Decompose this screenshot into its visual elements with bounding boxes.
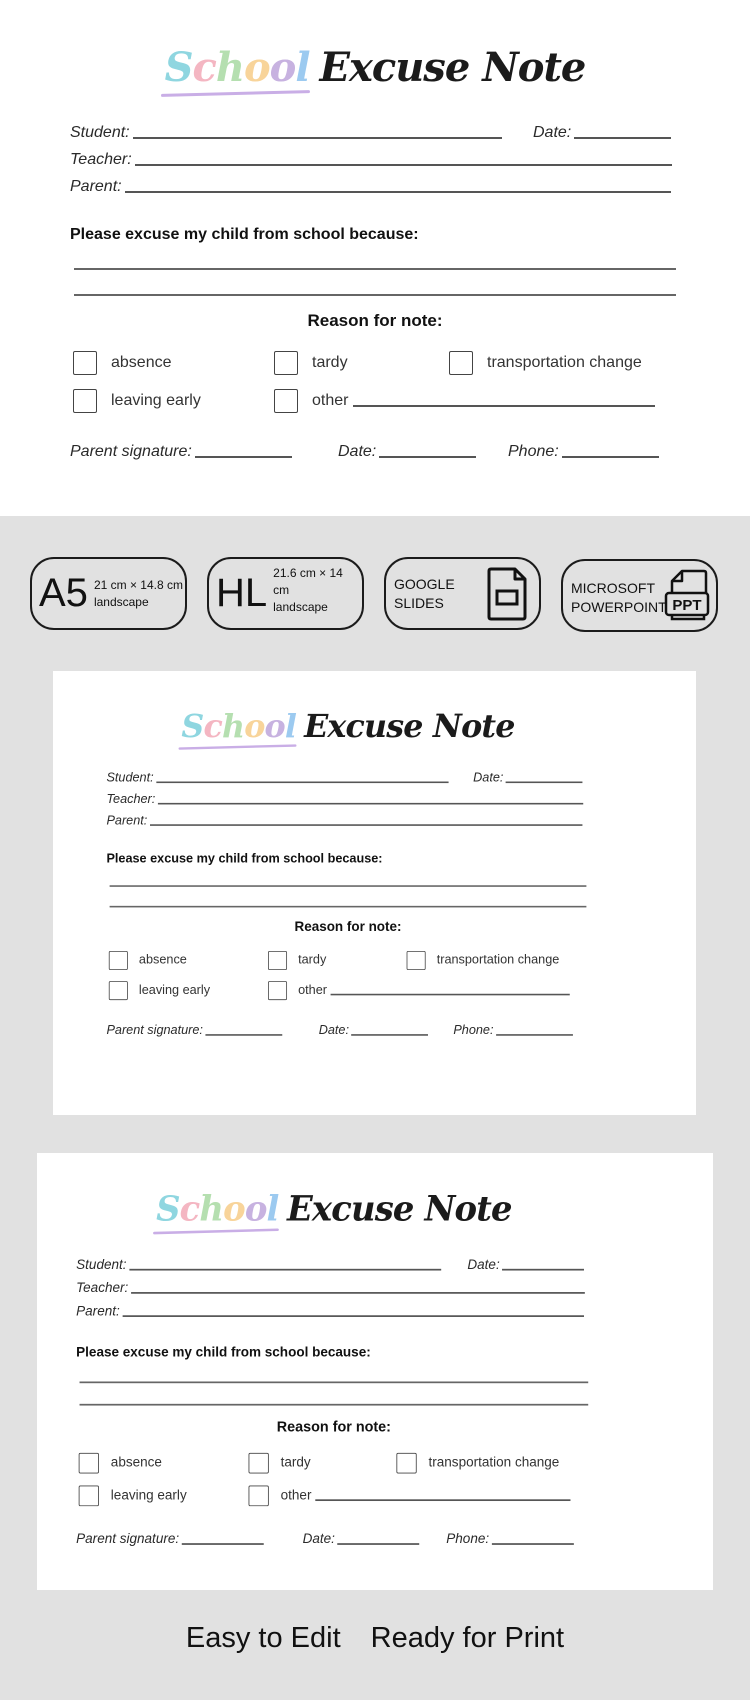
excuse-prompt: Please excuse my child from school because: (106, 851, 383, 866)
parent-line[interactable] (125, 191, 671, 193)
checkbox-box[interactable] (407, 951, 426, 970)
date-label: Date: (473, 771, 504, 785)
teacher-label: Teacher: (76, 1280, 129, 1296)
badge-dim-text: 21.6 cm × 14 cm (273, 566, 343, 597)
badge-size-code: A5 (39, 571, 88, 615)
signature-date-label: Date: (302, 1531, 335, 1547)
other-line[interactable] (331, 993, 570, 995)
checkbox-other[interactable] (268, 981, 570, 1000)
title-letter: c (179, 1188, 200, 1230)
title-letter: S (164, 44, 193, 91)
checkbox-absence[interactable] (109, 951, 187, 970)
excuse-prompt: Please excuse my child from school because: (76, 1345, 371, 1360)
checkbox-box[interactable] (268, 951, 287, 970)
teacher-field[interactable] (76, 1281, 584, 1296)
phone-line[interactable] (496, 1034, 573, 1036)
checkbox-tardy[interactable] (249, 1453, 311, 1474)
svg-text:PPT: PPT (672, 597, 702, 614)
signature-line[interactable] (182, 1543, 264, 1545)
reason-heading: Reason for note: (276, 1418, 391, 1435)
reason-line-1[interactable] (74, 268, 676, 270)
checkbox-label: absence (111, 354, 172, 371)
teacher-label: Teacher: (106, 792, 156, 807)
teacher-line[interactable] (131, 1292, 585, 1294)
other-line[interactable] (353, 405, 655, 407)
checkbox-label: leaving early (110, 1488, 187, 1503)
checkbox-label: other (280, 1488, 312, 1503)
reason-line-2[interactable] (110, 906, 587, 908)
parent-field[interactable] (76, 1304, 584, 1319)
title-letter: l (266, 1188, 279, 1230)
title-letter: o (243, 44, 270, 91)
checkbox-transportation-change[interactable] (449, 351, 642, 375)
checkbox-label: other (312, 392, 349, 409)
date-label: Date: (533, 124, 572, 141)
checkbox-box[interactable] (249, 1486, 269, 1507)
checkbox-label: tardy (312, 354, 348, 371)
note-card-hl (37, 1153, 713, 1590)
title-letter: c (203, 707, 222, 746)
badge-dim-text: 21 cm × 14.8 cm (93, 577, 183, 592)
title-excuse-note: Excuse Note (287, 1188, 512, 1230)
parent-field[interactable] (70, 178, 671, 196)
badge-microsoft-powerpoint (561, 559, 718, 632)
parent-label: Parent: (106, 813, 148, 828)
excuse-note (37, 1153, 651, 1590)
signature-date-label: Date: (318, 1023, 349, 1038)
date-line[interactable] (574, 137, 671, 139)
date-field[interactable] (533, 124, 671, 142)
badge-size-code: HL (216, 571, 268, 615)
checkbox-leaving-early[interactable] (79, 1486, 187, 1507)
title-letter: c (192, 44, 216, 91)
note-card-top (0, 0, 750, 516)
checkbox-box[interactable] (109, 981, 128, 1000)
student-line[interactable] (129, 1269, 441, 1271)
title-school (181, 708, 296, 745)
badge-app-name (571, 579, 667, 617)
title-letter: o (264, 707, 285, 746)
checkbox-box[interactable] (274, 389, 298, 413)
teacher-line[interactable] (135, 164, 672, 166)
title-letter: S (181, 707, 204, 746)
checkbox-label: leaving early (111, 392, 201, 409)
date-field[interactable] (473, 771, 582, 785)
title-excuse-note: Excuse Note (319, 44, 586, 91)
phone-field[interactable] (446, 1532, 573, 1547)
parent-signature-field[interactable] (76, 1532, 263, 1547)
badge-line2: SLIDES (394, 594, 444, 611)
reason-line-1[interactable] (110, 885, 587, 887)
badge-google-slides (384, 557, 541, 630)
excuse-note (0, 0, 750, 516)
checkbox-other[interactable] (249, 1486, 571, 1507)
badge-orientation: landscape (93, 594, 149, 609)
student-field[interactable] (70, 124, 502, 142)
checkbox-box[interactable] (449, 351, 473, 375)
title-letter: h (221, 707, 245, 746)
title-letter: o (244, 1188, 267, 1230)
signature-date-field[interactable] (338, 443, 476, 461)
badge-dimensions (94, 577, 183, 611)
title-letter: h (199, 1188, 224, 1230)
other-line[interactable] (316, 1499, 571, 1501)
checkbox-box[interactable] (79, 1453, 99, 1474)
badge-dimensions (273, 565, 362, 616)
phone-label: Phone: (508, 443, 559, 460)
signature-date-line[interactable] (337, 1543, 419, 1545)
title-letter: l (295, 44, 310, 91)
title-letter: o (269, 44, 296, 91)
note-title (53, 708, 645, 745)
teacher-field[interactable] (70, 151, 672, 169)
phone-label: Phone: (446, 1531, 490, 1547)
checkbox-transportation-change[interactable] (396, 1453, 559, 1474)
signature-date-line[interactable] (379, 456, 476, 458)
checkbox-label: tardy (298, 953, 327, 967)
note-card-a5 (53, 671, 696, 1115)
title-letter: h (215, 44, 244, 91)
badge-line1: MICROSOFT (571, 579, 655, 596)
reason-line-2[interactable] (80, 1404, 589, 1406)
student-label: Student: (70, 124, 130, 141)
checkbox-box[interactable] (73, 389, 97, 413)
date-line[interactable] (502, 1269, 584, 1271)
signature-label: Parent signature: (70, 443, 192, 460)
checkbox-transportation-change[interactable] (407, 951, 560, 970)
student-field[interactable] (76, 1258, 441, 1273)
parent-label: Parent: (76, 1304, 120, 1319)
signature-label: Parent signature: (76, 1531, 180, 1547)
title-excuse-note: Excuse Note (304, 707, 515, 746)
badge-app-name (394, 575, 455, 613)
signature-label: Parent signature: (106, 1023, 203, 1038)
excuse-note (53, 673, 645, 1082)
phone-field[interactable] (453, 1024, 572, 1038)
student-field[interactable] (106, 771, 448, 785)
checkbox-box[interactable] (274, 351, 298, 375)
title-letter: S (156, 1188, 180, 1230)
checkbox-other[interactable] (274, 389, 655, 413)
date-label: Date: (467, 1257, 500, 1273)
checkbox-label: absence (138, 953, 187, 967)
reason-heading: Reason for note: (294, 919, 402, 935)
badge-a5 (30, 557, 187, 630)
phone-field[interactable] (508, 443, 659, 461)
note-title (0, 44, 750, 91)
checkbox-label: transportation change (487, 354, 642, 371)
checkbox-box[interactable] (396, 1453, 416, 1474)
title-letter: o (244, 707, 265, 746)
excuse-prompt: Please excuse my child from school because: (70, 226, 419, 243)
parent-field[interactable] (106, 814, 582, 828)
checkbox-box[interactable] (73, 351, 97, 375)
badge-orientation: landscape (273, 600, 328, 614)
phone-line[interactable] (562, 456, 659, 458)
easy-to-edit-label: Easy to Edit (185, 1622, 341, 1654)
badge-hl (207, 557, 364, 630)
badge-line2: POWERPOINT (571, 598, 667, 615)
checkbox-box[interactable] (249, 1453, 269, 1474)
signature-date-field[interactable] (319, 1024, 428, 1038)
parent-signature-field[interactable] (106, 1024, 282, 1038)
reason-line-1[interactable] (80, 1381, 589, 1383)
title-school (156, 1189, 278, 1229)
parent-signature-field[interactable] (70, 443, 292, 461)
feature-footer (0, 1622, 750, 1655)
checkbox-tardy[interactable] (268, 951, 326, 970)
checkbox-label: leaving early (138, 983, 211, 997)
parent-line[interactable] (150, 824, 582, 826)
ppt-file-icon (664, 569, 710, 623)
phone-label: Phone: (453, 1023, 494, 1038)
signature-date-field[interactable] (303, 1532, 420, 1547)
student-label: Student: (106, 771, 154, 785)
reason-heading: Reason for note: (307, 311, 443, 330)
checkbox-label: other (298, 983, 327, 997)
signature-line[interactable] (195, 456, 292, 458)
badge-line1: GOOGLE (394, 575, 455, 592)
checkbox-box[interactable] (109, 951, 128, 970)
parent-line[interactable] (122, 1315, 583, 1317)
reason-line-2[interactable] (74, 294, 676, 296)
checkbox-box[interactable] (79, 1486, 99, 1507)
checkbox-label: transportation change (428, 1455, 560, 1471)
teacher-field[interactable] (106, 793, 583, 807)
google-slides-icon (487, 567, 527, 621)
teacher-line[interactable] (158, 803, 583, 805)
title-school (165, 44, 310, 91)
checkbox-tardy[interactable] (274, 351, 348, 375)
title-letter: l (284, 707, 297, 746)
date-field[interactable] (467, 1258, 584, 1273)
signature-date-label: Date: (338, 443, 377, 460)
phone-line[interactable] (492, 1543, 574, 1545)
title-letter: o (223, 1188, 245, 1230)
student-line[interactable] (156, 782, 448, 784)
note-title (37, 1189, 651, 1229)
signature-date-line[interactable] (351, 1034, 428, 1036)
checkbox-label: transportation change (436, 953, 560, 967)
checkbox-leaving-early[interactable] (73, 389, 201, 413)
checkbox-absence[interactable] (79, 1453, 162, 1474)
checkbox-absence[interactable] (73, 351, 172, 375)
ready-for-print-label: Ready for Print (370, 1622, 565, 1654)
teacher-label: Teacher: (70, 151, 132, 168)
checkbox-box[interactable] (268, 981, 287, 1000)
checkbox-leaving-early[interactable] (109, 981, 210, 1000)
parent-label: Parent: (70, 178, 122, 195)
checkbox-label: tardy (280, 1455, 311, 1471)
student-label: Student: (76, 1257, 127, 1273)
checkbox-label: absence (110, 1455, 162, 1471)
date-line[interactable] (506, 782, 583, 784)
signature-line[interactable] (205, 1034, 282, 1036)
student-line[interactable] (133, 137, 502, 139)
